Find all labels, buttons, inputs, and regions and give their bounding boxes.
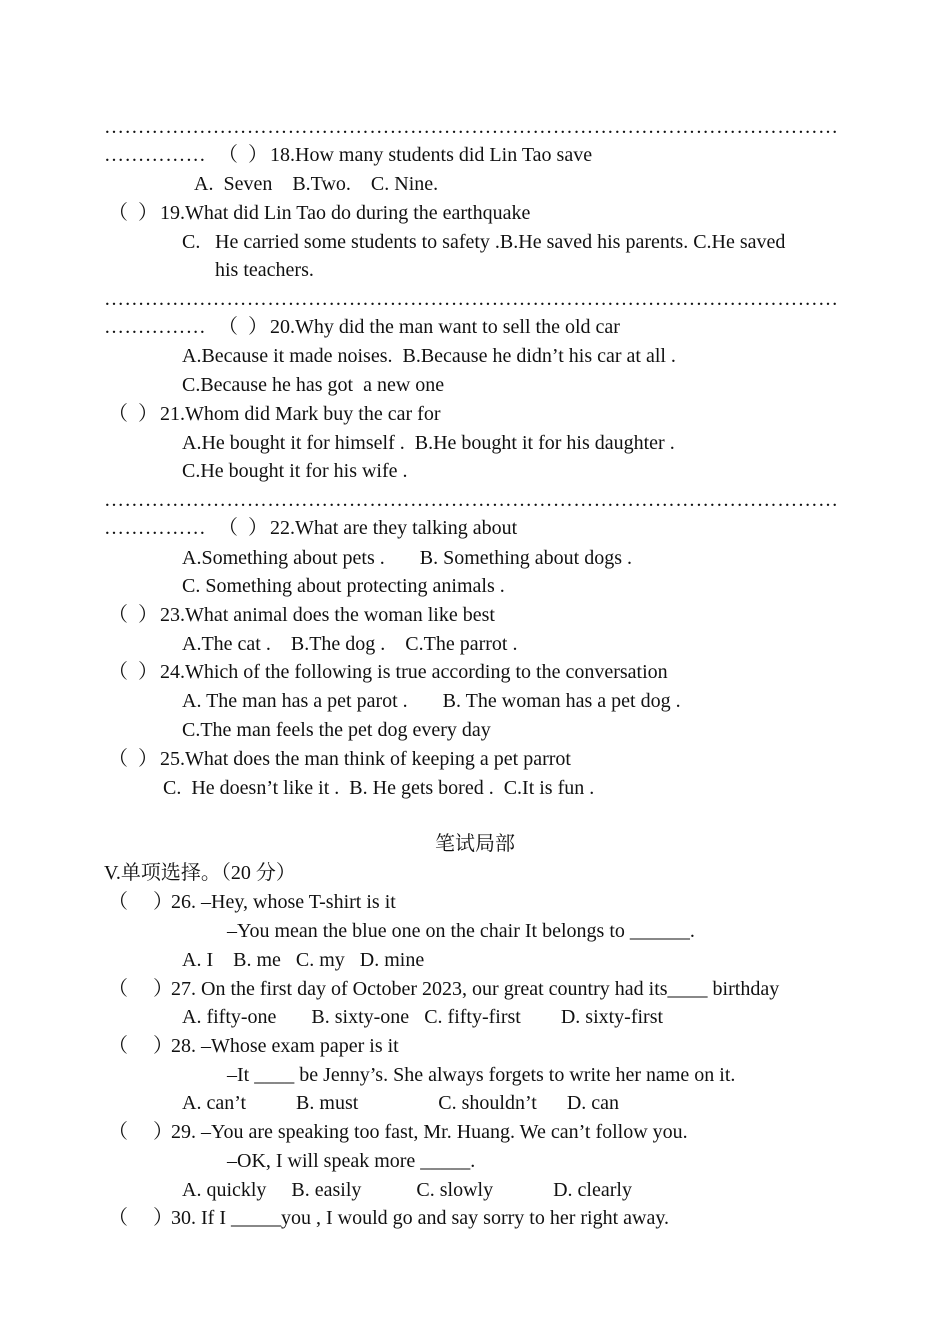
question-28: 28. –Whose exam paper is it [171,1035,399,1057]
question-25: 25.What does the man think of keeping a pet parrot [160,748,571,770]
question-26: 26. –Hey, whose T-shirt is it [171,891,396,913]
answer-bracket[interactable]: （ ） [108,1207,173,1229]
question-30: 30. If I _____you , I would go and say sorry to her right away. [171,1207,670,1229]
dotted-separator: ……………………………………………………………………………………………… [104,116,839,138]
answer-bracket[interactable]: （ ） [108,748,158,770]
question-19: 19.What did Lin Tao do during the earthquake [160,202,531,224]
question-26-options: A. I B. me C. my D. mine [182,949,425,971]
answer-bracket[interactable]: （ ） [108,978,173,1000]
question-28-options: A. can’t B. must C. shouldn’t D. can [182,1092,620,1114]
section-v-heading: V.单项选择。（20 分） [104,862,296,884]
question-21-options-cont: C.He bought it for his wife . [182,460,408,482]
answer-bracket[interactable]: （ ） [218,316,268,338]
answer-bracket[interactable]: （ ） [108,891,173,913]
answer-bracket[interactable]: （ ） [108,403,158,425]
question-28-dialogue: –It ____ be Jenny’s. She always forgets to write her name on it. [227,1064,736,1086]
question-20-options: A.Because it made noises. B.Because he didn’t his car at all . [182,345,676,367]
question-27-options: A. fifty-one B. sixty-one C. fifty-first D. sixty-first [182,1006,664,1028]
question-20: 20.Why did the man want to sell the old car [270,316,620,338]
dotted-leader: …………… [104,517,206,539]
question-21: 21.Whom did Mark buy the car for [160,403,441,425]
answer-bracket[interactable]: （ ） [108,1035,173,1057]
answer-bracket[interactable]: （ ） [218,144,268,166]
dotted-leader: …………… [104,144,206,166]
answer-bracket[interactable]: （ ） [218,517,268,539]
question-23: 23.What animal does the woman like best [160,604,495,626]
question-22-options: A.Something about pets . B. Something about dogs . [182,547,632,569]
question-19-options: He carried some students to safety .B.He saved his parents. C.He saved [215,231,786,253]
question-24: 24.Which of the following is true according to the conversation [160,661,668,683]
dotted-separator: ……………………………………………………………………………………………… [104,489,839,511]
question-29-options: A. quickly B. easily C. slowly D. clearly [182,1179,632,1201]
question-23-options: A.The cat . B.The dog . C.The parrot . [182,633,518,655]
question-24-options: A. The man has a pet parot . B. The woman has a pet dog . [182,690,681,712]
question-26-dialogue: –You mean the blue one on the chair It belongs to ______. [227,920,695,942]
answer-bracket[interactable]: （ ） [108,202,158,224]
dotted-leader: …………… [104,316,206,338]
question-25-options: C. He doesn’t like it . B. He gets bored . C.It is fun . [163,777,595,799]
question-19-option-letter: C. [182,231,201,253]
question-19-options-cont: his teachers. [215,259,314,281]
dotted-separator: ……………………………………………………………………………………………… [104,288,839,310]
answer-bracket[interactable]: （ ） [108,661,158,683]
section-title: 笔试局部 [435,833,515,855]
question-27: 27. On the first day of October 2023, our great country had its____ birthday [171,978,780,1000]
question-21-options: A.He bought it for himself . B.He bought it for his daughter . [182,432,675,454]
question-18: 18.How many students did Lin Tao save [270,144,593,166]
question-22-options-cont: C. Something about protecting animals . [182,575,505,597]
question-29-dialogue: –OK, I will speak more _____. [227,1150,476,1172]
question-29: 29. –You are speaking too fast, Mr. Huang. We can’t follow you. [171,1121,688,1143]
question-22: 22.What are they talking about [270,517,518,539]
question-24-options-cont: C.The man feels the pet dog every day [182,719,491,741]
question-20-options-cont: C.Because he has got a new one [182,374,445,396]
answer-bracket[interactable]: （ ） [108,604,158,626]
answer-bracket[interactable]: （ ） [108,1121,173,1143]
question-18-options: A. Seven B.Two. C. Nine. [194,173,439,195]
